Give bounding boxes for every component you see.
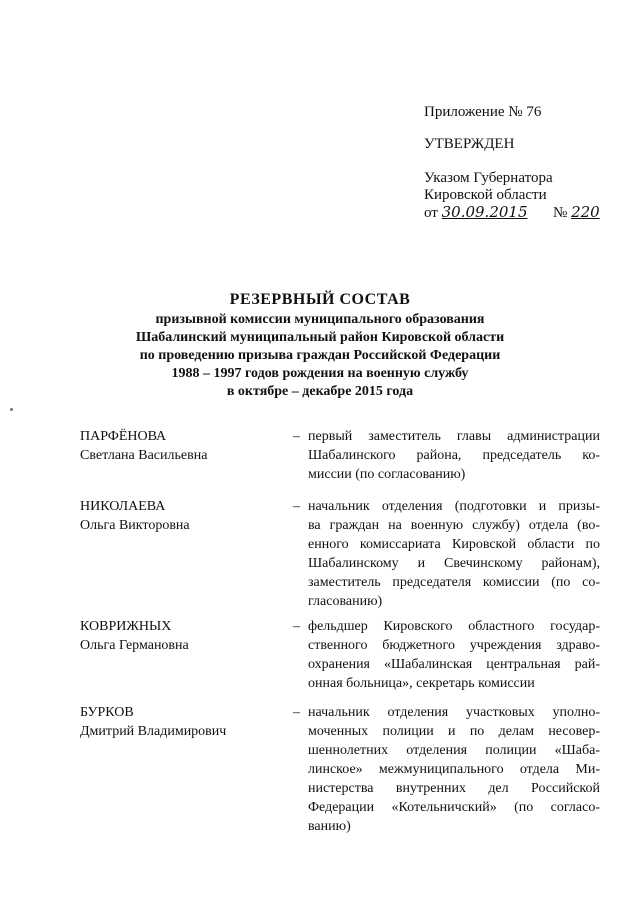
title-main: РЕЗЕРВНЫЙ СОСТАВ: [229, 291, 411, 308]
member-given-name: Светлана Васильевна: [80, 448, 208, 463]
role-line: Шабалинского района, председатель ко-: [308, 448, 600, 463]
role-line: начальник отделения участковых уполно-: [308, 705, 600, 720]
member-given-name: Ольга Германовна: [80, 638, 189, 653]
member-role: [308, 703, 600, 836]
role-line: Шабалинскому и Свечинскому районам),: [308, 556, 600, 571]
member-role: [308, 617, 600, 693]
title-line-4: 1988 – 1997 годов рождения на военную службу: [171, 366, 469, 381]
appendix-number: Приложение № 76: [424, 104, 542, 120]
member-name: [80, 703, 280, 741]
member-surname: НИКОЛАЕВА: [80, 499, 166, 514]
role-line: охранения «Шабалинская центральная рай-: [308, 657, 600, 672]
role-line: енного комиссариата Кировской области по: [308, 537, 600, 552]
member-surname: КОВРИЖНЫХ: [80, 619, 172, 634]
member-given-name: Ольга Викторовна: [80, 518, 190, 533]
member-given-name: Дмитрий Владимирович: [80, 724, 227, 739]
member-surname: ПАРФЁНОВА: [80, 429, 167, 444]
role-line: ственного бюджетного учреждения здраво-: [308, 638, 600, 653]
number-prefix: №: [553, 205, 568, 221]
role-line: гласованию): [308, 594, 383, 609]
approved-heading: УТВЕРЖДЕН: [424, 136, 515, 152]
role-line: фельдшер Кировского областного государ-: [308, 619, 600, 634]
member-name: [80, 427, 280, 465]
decree-date-row: [424, 204, 624, 222]
member-role: [308, 497, 600, 611]
role-line: заместитель председателя комиссии (по со-: [308, 575, 600, 590]
member-role: [308, 427, 600, 484]
title-line-5: в октябре – декабре 2015 года: [226, 384, 414, 399]
handwritten-number: 220: [571, 203, 600, 221]
member-dash: –: [293, 619, 300, 634]
member-name: [80, 617, 280, 655]
title-line-1: призывной комиссии муниципального образования: [155, 312, 485, 327]
role-line: линское» межмуниципального отдела Ми-: [308, 762, 600, 777]
scan-speck: [10, 408, 13, 411]
decree-line-1: Указом Губернатора: [424, 170, 553, 186]
approval-block: [424, 104, 624, 222]
member-dash: –: [293, 705, 300, 720]
role-line: нистерства внутренних дел Российской: [308, 781, 600, 796]
member-dash: –: [293, 429, 300, 444]
member-surname: БУРКОВ: [80, 705, 134, 720]
title-line-2: Шабалинский муниципальный район Кировской области: [135, 330, 505, 345]
date-prefix: от: [424, 205, 438, 221]
role-line: онная больница», секретарь комиссии: [308, 676, 535, 691]
role-line: ва граждан на военную службу) отдела (во-: [308, 518, 600, 533]
role-line: шеннолетних отделения полиции «Шаба-: [308, 743, 600, 758]
title-line-3: по проведению призыва граждан Российской Федерации: [139, 348, 501, 363]
role-line: Федерации «Котельничский» (по согласо-: [308, 800, 600, 815]
role-line: ванию): [308, 819, 351, 834]
role-line: начальник отделения (подготовки и призы-: [308, 499, 600, 514]
member-dash: –: [293, 499, 300, 514]
role-line: миссии (по согласованию): [308, 467, 466, 482]
role-line: моченных полиции и по делам несовер-: [308, 724, 600, 739]
decree-line-2: Кировской области: [424, 187, 547, 203]
handwritten-date: 30.09.2015: [441, 203, 528, 221]
document-title: [0, 291, 640, 401]
role-line: первый заместитель главы администрации: [308, 429, 600, 444]
member-name: [80, 497, 280, 535]
